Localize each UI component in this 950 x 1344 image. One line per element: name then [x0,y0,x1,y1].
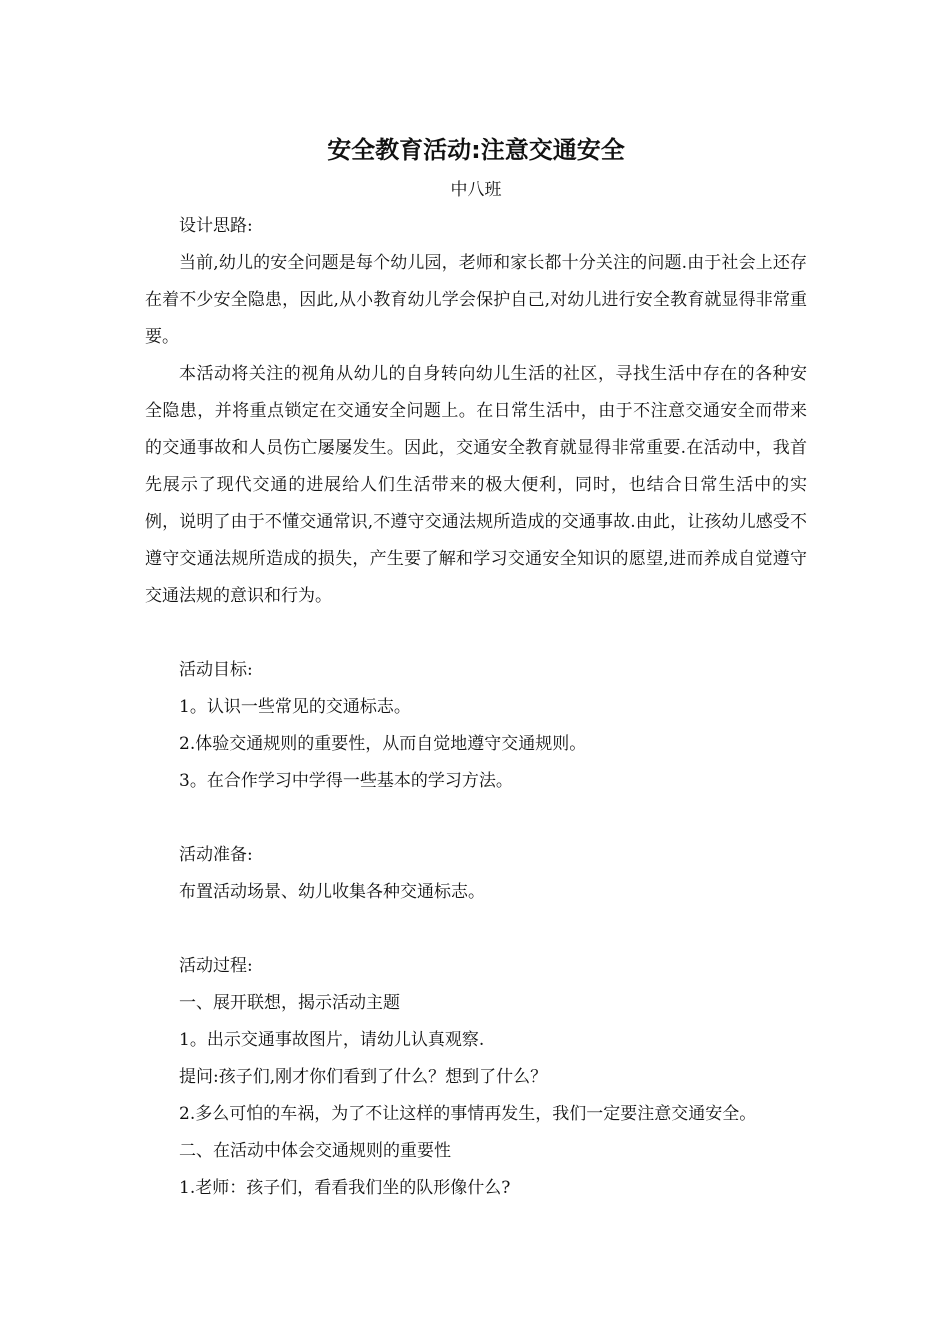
process-step: 1.老师：孩子们，看看我们坐的队形像什么? [179,1178,511,1198]
goal-item: 2.体验交通规则的重要性，从而自觉地遵守交通规则。 [179,734,587,754]
spacer [145,615,807,652]
design-paragraph: 当前,幼儿的安全问题是每个幼儿园，老师和家长都十分关注的问题.由于社会上还存在着不少安全隐患，因此,从小教育幼儿学会保护自己,对幼儿进行安全教育就显得非常重要。 [145,253,807,347]
goals-heading: 活动目标: [179,660,253,680]
document-title: 安全教育活动:注意交通安全 [327,136,625,164]
design-heading: 设计思路: [179,216,253,236]
process-step: 2.多么可怕的车祸，为了不让这样的事情再发生，我们一定要注意交通安全。 [179,1104,757,1124]
process-step: 1。出示交通事故图片，请幼儿认真观察. [179,1030,485,1050]
spacer [145,800,807,837]
process-question: 提问:孩子们,刚才你们看到了什么？想到了什么？ [179,1067,548,1087]
preparation-heading: 活动准备: [179,845,253,865]
class-name: 中八班 [450,180,502,200]
goal-item: 1。认识一些常见的交通标志。 [179,697,411,717]
design-paragraph: 本活动将关注的视角从幼儿的自身转向幼儿生活的社区，寻找生活中存在的各种安全隐患，并将重点锁定在交通安全问题上。在日常生活中，由于不注意交通安全而带来的交通事故和人员伤亡屡屡发生。因此，交通安全教育就显得非常重要.在活动中，我首先展示了现代交通的进展给人们生活带来的极大便利，同时，也结合日常生活中的实例，说明了由于不懂交通常识,不遵守交通法规所造成的交通事故.由此，让孩幼儿感受不遵守交通法规所造成的损失，产生要了解和学习交通安全知识的愿望,进而养成自觉遵守交通法规的意识和行为。 [145,364,807,606]
preparation-text: 布置活动场景、幼儿收集各种交通标志。 [179,882,485,902]
process-section-heading: 一、展开联想，揭示活动主题 [179,993,400,1013]
spacer [145,911,807,948]
process-section-heading: 二、在活动中体会交通规则的重要性 [179,1141,451,1161]
document-page [145,128,807,1207]
process-heading: 活动过程: [179,956,253,976]
goal-item: 3。在合作学习中学得一些基本的学习方法。 [179,771,513,791]
